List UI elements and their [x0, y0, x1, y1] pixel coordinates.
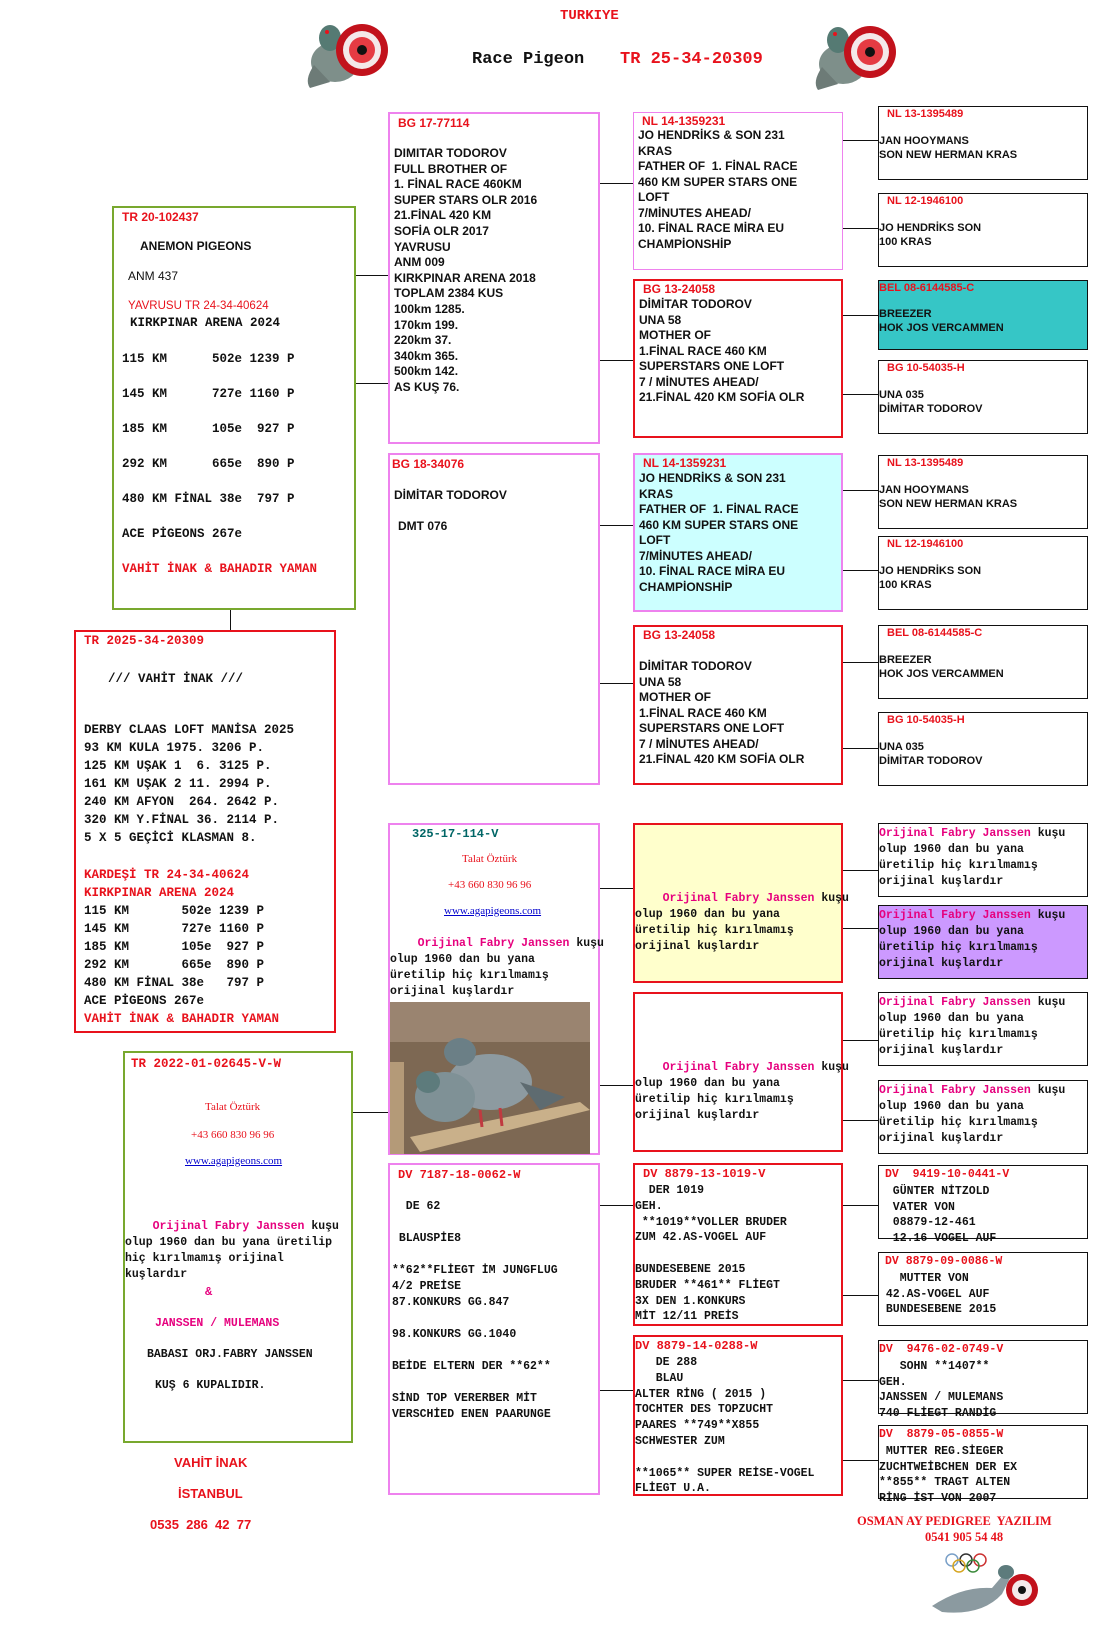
pedigree-box-dv-8879-05-0855-w — [878, 1425, 1088, 1505]
pedigree-box-nl-12-1946100-a — [878, 193, 1088, 267]
contact-phone: 0535 286 42 77 — [150, 1517, 252, 1532]
dam-description — [125, 1203, 351, 1299]
subject-line-6: 320 KM Y.FİNAL 36. 2114 P. — [84, 813, 280, 827]
pigeon-eye-logo-right — [808, 12, 898, 92]
v325-breeder-web-link[interactable]: www.agapigeons.com — [444, 905, 542, 917]
a7-text: BREEZER HOK JOS VERCAMMEN — [879, 654, 1004, 680]
subject-line-1: DERBY CLAAS LOFT MANİSA 2025 — [84, 723, 295, 737]
dam-line-jm: JANSSEN / MULEMANS — [155, 1317, 280, 1330]
bg2-text: DİMİTAR TODOROV UNA 58 MOTHER OF 1.FİNAL RACE 460 KM SUPERSTARS ONE LOFT 7 / MİNUTES AHEAD/ 21.FİNAL 420 KM SOFİA OLR — [639, 659, 805, 766]
software-pigeon-logo — [922, 1546, 1040, 1620]
d4-ring: DV 8879-05-0855-W — [879, 1428, 1004, 1441]
dam-breeder-name: Talat Öztürk — [205, 1101, 261, 1113]
dv8879a-ring: DV 8879-13-1019-V — [643, 1167, 766, 1181]
bg34076-line2: DMT 076 — [398, 519, 448, 533]
d2-text: MUTTER VON 42.AS-VOGEL AUF BUNDESEBENE 2015 — [885, 1272, 997, 1316]
subject-line-3: 125 KM UŞAK 1 6. 3125 P. — [84, 759, 272, 773]
sire-card — [112, 206, 356, 610]
dam-breeder-web-link[interactable]: www.agapigeons.com — [185, 1155, 283, 1167]
bg1-ring: BG 13-24058 — [643, 282, 716, 296]
dv8879b-ring: DV 8879-14-0288-W — [635, 1339, 758, 1353]
v325-ring: 325-17-114-V — [412, 827, 499, 841]
nl1-ring: NL 14-1359231 — [642, 114, 726, 128]
contact-name: VAHİT İNAK — [174, 1455, 248, 1470]
a6-ring: NL 12-1946100 — [887, 538, 964, 550]
bg1-text: DİMİTAR TODOROV UNA 58 MOTHER OF 1.FİNAL RACE 460 KM SUPERSTARS ONE LOFT 7 / MİNUTES AHEAD/ 21.FİNAL 420 KM SOFİA OLR — [639, 297, 805, 404]
v325-breeder-name: Talat Öztürk — [462, 853, 518, 865]
subject-result-5: 480 KM FİNAL 38e 797 P — [84, 976, 265, 990]
fj-g4-1-highlight: Orijinal Fabry Janssen — [879, 827, 1031, 840]
nl1-text: JO HENDRİKS & SON 231 KRAS FATHER OF 1. FİNAL RACE 460 KM SUPER STARS ONE LOFT 7/MİNUTES AHEAD/ 10. FİNAL RACE MİRA EU CHAMPİONSHİP — [638, 128, 798, 251]
sire-arena: KIRKPINAR ARENA 2024 — [130, 316, 281, 330]
dv8879b-text: DE 288 BLAU ALTER RİNG ( 2015 ) TOCHTER DES TOPZUCHT PAARES **749**X855 SCHWESTER ZUM **1065** SUPER REİSE-VOGEL FLİEGT U.A. — [635, 1356, 815, 1496]
sire-result-1: 115 KM 502e 1239 P — [122, 352, 295, 366]
fj1-rest: kuşu olup 1960 dan bu yana üretilip hiç kırılmamış orijinal kuşlardır — [635, 892, 849, 953]
subject-sibling-title-2: KIRKPINAR ARENA 2024 — [84, 886, 235, 900]
pedigree-box-nl-13-1395489-a — [878, 106, 1088, 180]
pedigree-box-bel-08-6144585-c-b — [878, 625, 1088, 699]
d4-text: MUTTER REG.SİEGER ZUCHTWEİBCHEN DER EX **855** TRAGT ALTEN RİNG İST VON 2007 — [879, 1445, 1018, 1505]
sire-ring: TR 20-102437 — [122, 210, 199, 224]
software-name: OSMAN AY PEDIGREE YAZILIM — [857, 1514, 1052, 1528]
subject-line-2: 93 KM KULA 1975. 3206 P. — [84, 741, 265, 755]
header-title: Race Pigeon — [472, 50, 585, 69]
dv7187-ring: DV 7187-18-0062-W — [398, 1168, 521, 1182]
a6-text: JO HENDRİKS SON 100 KRAS — [879, 565, 982, 591]
subject-line-4: 161 KM UŞAK 2 11. 2994 P. — [84, 777, 272, 791]
fj-g4-4-highlight: Orijinal Fabry Janssen — [879, 1084, 1031, 1097]
pedigree-box-dv-9476-02-0749-v — [878, 1340, 1088, 1420]
pedigree-box-fabry-janssen-b — [633, 992, 849, 1152]
fj-g4-1-rest: kuşu olup 1960 dan bu yana üretilip hiç kırılmamış orijinal kuşlardır — [879, 827, 1066, 888]
pigeon-eye-logo-left — [300, 10, 390, 90]
contact-city: İSTANBUL — [178, 1486, 243, 1501]
a4-text: UNA 035 DİMİTAR TODOROV — [879, 389, 983, 415]
bg34076-line1: DİMİTAR TODOROV — [394, 488, 507, 502]
fj-g4-3-highlight: Orijinal Fabry Janssen — [879, 996, 1031, 1009]
pedigree-box-dv-7187-18-0062-w — [388, 1163, 600, 1495]
sire-result-5: 480 KM FİNAL 38e 797 P — [122, 492, 295, 506]
sire-result-6: ACE PİGEONS 267e — [122, 527, 243, 541]
pedigree-box-dv-8879-13-1019-v — [633, 1163, 843, 1326]
dam-description-highlight: Orijinal Fabry Janssen — [152, 1220, 305, 1233]
pedigree-box-fabry-janssen-4 — [878, 1080, 1088, 1154]
pedigree-box-325-17-114-v — [388, 823, 604, 1155]
subject-line-5: 240 KM AFYON 264. 2642 P. — [84, 795, 280, 809]
fj-g4-2-text — [879, 908, 1065, 972]
pedigree-box-fabry-janssen-a — [633, 823, 849, 983]
a5-text: JAN HOOYMANS SON NEW HERMAN KRAS — [879, 484, 1018, 510]
pedigree-box-nl-14-1359231-a — [633, 112, 843, 270]
fj2-highlight: Orijinal Fabry Janssen — [662, 1061, 815, 1074]
v325-description-rest: kuşu olup 1960 dan bu yana üretilip hiç kırılmamış orijinal kuşlardır — [390, 937, 604, 998]
pedigree-box-fabry-janssen-3 — [878, 992, 1088, 1066]
a3-ring: BEL 08-6144585-C — [879, 282, 975, 294]
v325-breeder-phone: +43 660 830 96 96 — [448, 879, 532, 891]
sire-result-4: 292 KM 665e 890 P — [122, 457, 295, 471]
pedigree-box-bg-10-54035-h-b — [878, 712, 1088, 786]
sire-result-3: 185 KM 105e 927 P — [122, 422, 295, 436]
pedigree-box-bg-13-24058-a — [633, 279, 843, 438]
software-phone: 0541 905 54 48 — [925, 1530, 1004, 1544]
d2-ring: DV 8879-09-0086-W — [885, 1255, 1003, 1268]
pedigree-box-nl-12-1946100-b — [878, 536, 1088, 610]
header-ring: TR 25-34-20309 — [620, 50, 763, 69]
pedigree-box-bg-18-34076 — [388, 453, 600, 785]
dam-line-kus: KUŞ 6 KUPALIDIR. — [155, 1379, 266, 1392]
subject-result-2: 145 KM 727e 1160 P — [84, 922, 265, 936]
pedigree-box-bg-13-24058-b — [633, 625, 843, 785]
dv7187-text: DE 62 BLAUSPİE8 **62**FLİEGT İM JUNGFLUG 4/2 PREİSE 87.KONKURS GG.847 98.KONKURS GG.1040 BEİDE ELTERN DER **62** SİND TOP VERERBER MİT VERSCHİED ENEN PAARUNGE — [392, 1200, 558, 1421]
fj-g4-3-rest: kuşu olup 1960 dan bu yana üretilip hiç kırılmamış orijinal kuşlardır — [879, 996, 1066, 1057]
subject-result-6: ACE PİGEONS 267e — [84, 994, 205, 1008]
a2-ring: NL 12-1946100 — [887, 195, 964, 207]
bg77114-ring: BG 17-77114 — [398, 116, 470, 130]
pedigree-box-fabry-janssen-2 — [878, 905, 1088, 979]
pedigree-box-bel-08-6144585-c-a — [878, 280, 1088, 350]
v325-description-highlight: Orijinal Fabry Janssen — [417, 937, 570, 950]
pedigree-box-fabry-janssen-1 — [878, 823, 1088, 897]
dam-ring: TR 2022-01-02645-V-W — [131, 1057, 282, 1071]
bg77114-text: DIMITAR TODOROV FULL BROTHER OF 1. FİNAL RACE 460KM SUPER STARS OLR 2016 21.FİNAL 420 KM SOFİA OLR 2017 YAVRUSU ANM 009 KIRKPINAR ARENA 2018 TOPLAM 2384 KUS 100km 1285. 170km 199. 220km 37. 340km 365. 500km 142. AS KUŞ 76. — [394, 146, 538, 394]
sire-line1: ANEMON PIGEONS — [140, 239, 252, 253]
subject-sibling-title-1: KARDEŞİ TR 24-34-40624 — [84, 868, 250, 882]
pigeon-photo — [390, 1002, 590, 1154]
d3-text: SOHN **1407** GEH. JANSSEN / MULEMANS 740 FLİEGT RANDİG — [879, 1360, 1004, 1420]
a1-ring: NL 13-1395489 — [887, 108, 964, 120]
a3-text: BREEZER HOK JOS VERCAMMEN — [879, 308, 1004, 334]
subject-line-7: 5 X 5 GEÇİCİ KLASMAN 8. — [84, 831, 257, 845]
a1-text: JAN HOOYMANS SON NEW HERMAN KRAS — [879, 135, 1018, 161]
dam-ampersand: & — [205, 1285, 213, 1299]
fj2-rest: kuşu olup 1960 dan bu yana üretilip hiç kırılmamış orijinal kuşlardır — [635, 1061, 849, 1122]
pedigree-box-dv-8879-09-0086-w — [878, 1252, 1088, 1326]
subject-ring: TR 2025-34-20309 — [84, 634, 205, 648]
dam-line-babasi: BABASI ORJ.FABRY JANSSEN — [147, 1348, 313, 1361]
header-country: TURKIYE — [560, 8, 619, 24]
subject-result-4: 292 KM 665e 890 P — [84, 958, 265, 972]
d1-ring: DV 9419-10-0441-V — [885, 1168, 1010, 1181]
bg2-ring: BG 13-24058 — [643, 628, 716, 642]
nl2-ring: NL 14-1359231 — [643, 456, 727, 470]
dam-card — [123, 1051, 353, 1443]
fj-g4-4-text — [879, 1083, 1065, 1147]
dv8879a-text: DER 1019 GEH. **1019**VOLLER BRUDER ZUM 42.AS-VOGEL AUF BUNDESEBENE 2015 BRUDER **461** FLİEGT 3X DEN 1.KONKURS MİT 12/11 PREİS — [635, 1184, 787, 1324]
sire-yavrusu: YAVRUSU TR 24-34-40624 — [128, 300, 269, 312]
a4-ring: BG 10-54035-H — [887, 362, 965, 374]
fj-g4-1-text — [879, 826, 1065, 890]
a8-text: UNA 035 DİMİTAR TODOROV — [879, 741, 983, 767]
fj-g4-2-highlight: Orijinal Fabry Janssen — [879, 909, 1031, 922]
d3-ring: DV 9476-02-0749-V — [879, 1343, 1004, 1356]
fj-g4-4-rest: kuşu olup 1960 dan bu yana üretilip hiç kırılmamış orijinal kuşlardır — [879, 1084, 1066, 1145]
fj2-text — [635, 1044, 849, 1140]
a5-ring: NL 13-1395489 — [887, 457, 964, 469]
pedigree-box-nl-13-1395489-b — [878, 455, 1088, 529]
pedigree-box-bg-10-54035-h-a — [878, 360, 1088, 434]
sire-result-2: 145 KM 727e 1160 P — [122, 387, 295, 401]
subject-result-1: 115 KM 502e 1239 P — [84, 904, 265, 918]
pedigree-box-dv-8879-14-0288-w — [633, 1335, 843, 1496]
subject-result-3: 185 KM 105e 927 P — [84, 940, 265, 954]
sire-line2: ANM 437 — [128, 269, 179, 283]
a7-ring: BEL 08-6144585-C — [887, 627, 983, 639]
fj1-highlight: Orijinal Fabry Janssen — [662, 892, 815, 905]
bg34076-ring: BG 18-34076 — [392, 457, 465, 471]
subject-owner: /// VAHİT İNAK /// — [108, 672, 244, 686]
pedigree-box-dv-9419-10-0441-v — [878, 1165, 1088, 1245]
fj-g4-3-text — [879, 995, 1065, 1059]
d1-text: GÜNTER NİTZOLD VATER VON 08879-12-461 12.16 VOGEL AUF — [892, 1185, 997, 1245]
pedigree-box-nl-14-1359231-b — [633, 453, 843, 612]
subject-footer: VAHİT İNAK & BAHADIR YAMAN — [84, 1012, 280, 1026]
a8-ring: BG 10-54035-H — [887, 714, 965, 726]
pedigree-box-bg-17-77114 — [388, 112, 600, 444]
subject-card — [74, 630, 336, 1033]
sire-footer: VAHİT İNAK & BAHADIR YAMAN — [122, 562, 318, 576]
dam-description-rest: kuşu olup 1960 dan bu yana üretilip hiç kırılmamış orijinal kuşlardır — [125, 1220, 339, 1281]
dam-breeder-phone: +43 660 830 96 96 — [191, 1129, 275, 1141]
a2-text: JO HENDRİKS SON 100 KRAS — [879, 222, 982, 248]
fj1-text — [635, 875, 849, 971]
nl2-text: JO HENDRİKS & SON 231 KRAS FATHER OF 1. FİNAL RACE 460 KM SUPER STARS ONE LOFT 7/MİNUTES AHEAD/ 10. FİNAL RACE MİRA EU CHAMPİONSHİP — [639, 471, 799, 594]
fj-g4-2-rest: kuşu olup 1960 dan bu yana üretilip hiç kırılmamış orijinal kuşlardır — [879, 909, 1066, 970]
